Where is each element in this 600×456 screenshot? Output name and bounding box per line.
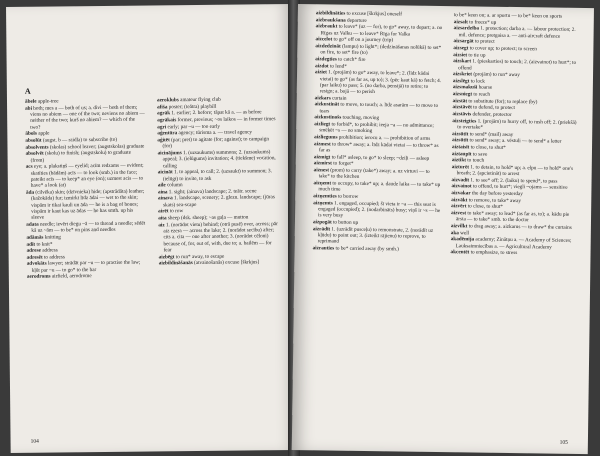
entry-definition: to drag away; a. aizkarus — to draw* the curtains bbox=[468, 223, 572, 231]
entry-headword: abi bbox=[25, 105, 33, 112]
entry-headword: aka bbox=[450, 229, 459, 236]
entry-definition: departure bbox=[347, 17, 367, 24]
entry-headword: akadēmija bbox=[450, 236, 475, 243]
entry-headword: acs bbox=[25, 163, 33, 170]
entry-headword: aizskriet bbox=[452, 71, 473, 78]
entry-definition: 1. (pieskarties) to touch; 2. (aizvainot) to hurt*; to offend bbox=[458, 58, 577, 71]
dictionary-entry bbox=[26, 163, 146, 190]
left-column-b bbox=[157, 96, 279, 267]
entry-definition: 1. (uzrādīt pusceļu) to remonstrate, 2. (norādīt uz kļūdu) to point out; 3. (izteikt rājienu) to reprove, to reprimand bbox=[317, 226, 434, 245]
entry-headword: aizsegt bbox=[453, 45, 469, 52]
entry-definition: to run* away, to escape bbox=[175, 253, 225, 260]
entry-headword: aizņemt bbox=[313, 180, 332, 187]
entry-definition: prohibition; ierocu a. — prohibition of arms bbox=[338, 134, 431, 142]
entry-headword: āda bbox=[25, 189, 35, 196]
entry-headword: aina bbox=[157, 189, 168, 196]
entry-headword: akcentēt bbox=[450, 249, 470, 256]
dictionary-entry bbox=[27, 273, 147, 281]
entry-definition: to knit* bbox=[36, 241, 53, 248]
entry-headword: aicinājums bbox=[157, 149, 182, 157]
entry-headword: afiša bbox=[157, 103, 168, 111]
entry-definition: to move, to touch; a. līdz asarām — to move to tears bbox=[319, 102, 439, 115]
entry-definition: to emphasize, to stress bbox=[470, 249, 518, 257]
entry-definition: both; mes a — both of us; a. divi — both of them; viens no abiem — one of the two; neviens no abiem — neither of the two; kurš no abiem? — which of the two? bbox=[30, 104, 145, 131]
entry-definition: 1. landscape, scenery; 2. glezn. landscape; (jūras skats) sea-scape bbox=[163, 194, 275, 209]
entry-definition: to lock bbox=[470, 78, 485, 85]
entry-headword: aizsmakuši bbox=[452, 84, 478, 91]
entry-headword: aile bbox=[157, 182, 166, 189]
entry-headword: aizsūtīt bbox=[452, 130, 469, 138]
entry-definition: to offend, to hurt*; viegli ~ojams — sensitive bbox=[472, 183, 568, 192]
entry-definition: to touch bbox=[467, 157, 485, 164]
entry-definition: 1. (projām) to go* away, to leave*; 2. (līdz kādai vietai) to go* (as far as, up to); 3. (pēc kaut kā) to fetch; 4. (par laiku) to pass; 5. (no darba, pensijā) to retire; to resign; a. bojā — to perish bbox=[319, 69, 442, 96]
dictionary-entry bbox=[315, 69, 443, 96]
entry-headword: aicināt bbox=[157, 169, 173, 176]
entry-headword: aizvadīt bbox=[451, 176, 470, 184]
entry-headword: aizvākt bbox=[451, 196, 468, 204]
entry-definition: lawyer; strādāt par ~u — to practise the law; kļūt par ~u — to go* to the bar bbox=[31, 260, 141, 274]
entry-definition: to protect bbox=[474, 38, 495, 46]
dictionary-entry bbox=[159, 259, 279, 267]
entry-headword: adata bbox=[26, 221, 39, 228]
entry-headword: aizņemts bbox=[313, 199, 333, 207]
entry-definition: (prom) to carry (take*) away; a. uz virtuvi — to take* to the kitchen bbox=[318, 167, 430, 181]
entry-definition: (skolu) to finish; (augstskolu) to graduate (from) bbox=[30, 149, 132, 164]
entry-definition: agency; tūrisma a. — travel agency bbox=[178, 129, 253, 137]
entry-definition: 1. (norādot vietu) behind; (otrā pusē) over, across; pār aiz ezera — across the lake; 2. (norādot secību) after; cits a. cita — one after another; 3. (norādot cēloni) because of, for, out of, with, due to; a. bailēm — for fear bbox=[163, 220, 278, 254]
entry-headword: aizdot bbox=[315, 62, 329, 69]
entry-headword: aizpogāt bbox=[312, 219, 332, 226]
entry-headword: aizmigt bbox=[313, 153, 331, 161]
entry-headword: aiztaupīt bbox=[451, 150, 472, 157]
entry-definition: needle; ievērt diegu ~ā — to thread a needle; sēdēt kā uz ~ām — to be* on pins and needles bbox=[31, 220, 146, 234]
entry-headword: agrākais bbox=[157, 117, 177, 124]
entry-headword: aizmirst bbox=[313, 160, 332, 167]
entry-definition: apple-tree bbox=[37, 98, 59, 105]
entry-headword: aizvest bbox=[451, 210, 467, 217]
dictionary-entry bbox=[158, 149, 278, 169]
entry-headword: aizcelot bbox=[315, 36, 333, 43]
entry-headword: aizskart bbox=[453, 58, 472, 65]
entry-definition: to borrow bbox=[337, 193, 359, 200]
entry-definition: to leave* (uz — for), to go* away, to depart; a. no Rīgas uz Valku — to leave* Rīga for Valka bbox=[320, 23, 443, 38]
entry-headword: aeroklubs bbox=[156, 97, 179, 104]
entry-definition: to cover up; to protect; to screen bbox=[469, 45, 537, 53]
entry-headword: aita bbox=[158, 215, 167, 222]
dictionary-entry bbox=[27, 260, 147, 274]
entry-definition: 1. to appeal, to call; 2. (uzsaukt) to summon; 3. (ielūgt) to invite, to ask bbox=[162, 168, 272, 182]
entry-definition: to address bbox=[43, 254, 65, 261]
entry-headword: aiz bbox=[158, 222, 165, 229]
entry-headword: aizliegt bbox=[314, 121, 331, 128]
section-letter: A bbox=[24, 86, 31, 96]
entry-headword: aizliegums bbox=[314, 134, 338, 141]
entry-definition: to lend* bbox=[329, 62, 347, 70]
entry-headword: ainava bbox=[158, 195, 173, 202]
entry-headword: aizsardzība bbox=[453, 25, 480, 32]
entry-definition: curtain bbox=[332, 95, 347, 102]
entry-definition: to catch* fire bbox=[338, 56, 366, 63]
entry-headword: ābols bbox=[25, 130, 37, 138]
entry-definition: to fall* asleep, to go* to sleep; ~dziļi — asleep bbox=[331, 154, 430, 162]
dictionary-entry bbox=[313, 245, 441, 253]
entry-definition: early; par ~u — too early bbox=[167, 123, 221, 130]
entry-definition: address bbox=[42, 247, 58, 254]
entry-definition: defender, protector bbox=[472, 111, 512, 119]
right-page bbox=[292, 4, 594, 454]
entry-headword: aerodroms bbox=[26, 273, 51, 281]
left-page bbox=[6, 4, 295, 453]
entry-headword: aizvainot bbox=[451, 183, 472, 190]
entry-headword: adāmās bbox=[26, 234, 44, 241]
entry-definition: 1. (projām) to hurry off, to rush off; 2. (priekšā) to overtake* bbox=[457, 118, 577, 131]
entry-headword: adrese bbox=[26, 247, 41, 254]
entry-definition: to be* carried away (by smth.) bbox=[335, 245, 399, 253]
entry-definition: to save bbox=[472, 151, 488, 158]
entry-definition: (par; pret) to agitate (for; against); to campaign (for) bbox=[162, 136, 269, 150]
entry-headword: absolvēt bbox=[25, 150, 44, 158]
entry-definition: column bbox=[166, 182, 183, 189]
dictionary-entry bbox=[25, 104, 145, 131]
entry-definition: poster; (teātra) playbill bbox=[168, 103, 217, 110]
dictionary-entry bbox=[158, 221, 278, 254]
entry-definition: academy; Zinātņu a. — Academy of Sciences; Lauksaimniecības a. — Agricultural Academy bbox=[455, 236, 572, 251]
entry-definition: to take* away; to lead* (as far as, to); a. kādu pie ārsta — to take* smb. to the doctor bbox=[455, 210, 570, 224]
entry-definition: to forget* bbox=[333, 160, 354, 168]
entry-definition: to occupy, to take* up; a. daudz laika — to take* up much time bbox=[318, 180, 441, 193]
entry-definition: to excuse [škrkjus] oneself bbox=[346, 10, 403, 18]
dictionary-entry bbox=[158, 168, 278, 182]
entry-definition: 1. to detain, to hold* up; a. elpu — to hold* one's breath; 2. (apcietināt) to arrest bbox=[456, 164, 574, 178]
entry-headword: adīt bbox=[26, 241, 36, 248]
entry-headword: aizbildināšanās bbox=[158, 260, 193, 267]
entry-headword: aizvērt bbox=[451, 203, 467, 210]
entry-headword: aizbildināties bbox=[315, 10, 346, 17]
entry-definition: 1. engaged, occupied; šī vieta ir ~a — this seat is engaged (occupied); 2. (nodarbināts) busy; viņš ir ~s — he is very busy bbox=[318, 200, 441, 219]
entry-definition: (augst. b — raidla) to subscribe (to) bbox=[42, 136, 118, 144]
entry-definition: (cilvēka) skin; (dzīvnieka) hide; (apstrādāta) leather; (kažokāda) fur; izmirkt līdz ādai — wet to the skin; vispām ir tikai kauli un āda — he is a bag of bones; vispām ir kaut kas uz ādas — he has smth. up his sleeve bbox=[30, 188, 145, 221]
entry-headword: aizsargāt bbox=[453, 38, 474, 45]
entry-headword: aizsiet bbox=[453, 51, 468, 58]
entry-definition: 1. protection; darba a. — labour protection; 2. mil. defence; pretgaisa a. — anti-aircraft defence bbox=[458, 25, 576, 40]
entry-headword: aizturēt bbox=[451, 164, 470, 171]
entry-headword: aizrādīt bbox=[312, 225, 331, 233]
entry-headword: aizstāvis bbox=[452, 111, 472, 118]
entry-headword: advokāts bbox=[26, 261, 47, 268]
entry-definition: (projām) to run* away bbox=[473, 71, 520, 79]
entry-headword: aģitēt bbox=[157, 137, 170, 144]
entry-headword: absolūt bbox=[25, 137, 42, 144]
entry-definition: apple bbox=[38, 130, 50, 137]
entry-definition: to be* keen on; a. ar sportu — to be* keen on sports bbox=[453, 12, 563, 20]
entry-definition: to throw* away; a. līdz kādai vietai — to throw* as far as bbox=[318, 141, 439, 154]
entry-headword: aizkars bbox=[314, 95, 331, 102]
entry-headword: aizstāt bbox=[452, 97, 468, 105]
entry-headword: absolvents bbox=[25, 144, 49, 151]
page-number-right: 105 bbox=[559, 439, 568, 446]
dictionary-entry bbox=[313, 200, 441, 221]
entry-headword: aizmest bbox=[314, 140, 331, 148]
entry-definition: hoarse bbox=[478, 84, 493, 92]
entry-definition: to row bbox=[169, 208, 184, 215]
entry-headword: aizbēgt bbox=[158, 253, 175, 261]
entry-headword: aizstāvēt bbox=[452, 104, 472, 111]
entry-definition: 1. earlier; 2. before; tāpat kā a. — as before bbox=[171, 109, 262, 117]
dictionary-entry bbox=[158, 195, 278, 209]
entry-headword: aizdedzināt bbox=[315, 43, 341, 50]
entry-definition: well bbox=[460, 229, 470, 237]
entry-headword: aizbraukšana bbox=[315, 16, 346, 24]
entry-definition: touching, moving bbox=[342, 115, 380, 122]
entry-headword: aizkustināt bbox=[314, 101, 340, 109]
entry-definition: to substitute (for); to replace (by) bbox=[468, 98, 538, 106]
entry-definition: airfield, aerodrome bbox=[51, 273, 92, 280]
entry-definition: the day before yesterday bbox=[471, 190, 523, 198]
entry-definition: to close, to shut* bbox=[470, 144, 506, 151]
entry-headword: aizsteigties bbox=[452, 117, 477, 125]
entry-headword: aizņemties bbox=[313, 193, 337, 200]
entry-definition: 1. to see* off; 2. (laiku) to spend*, to pass bbox=[470, 177, 558, 185]
entry-definition: amateur flying club bbox=[180, 96, 221, 104]
entry-definition: to reach bbox=[473, 91, 490, 98]
entry-headword: aiziet bbox=[315, 69, 327, 76]
entry-definition: (atvainošanās) excuse [škrkjus] bbox=[194, 259, 260, 267]
entry-headword: aizkustinošs bbox=[314, 114, 342, 122]
entry-definition: to freeze* up bbox=[469, 19, 497, 26]
entry-headword: adresēt bbox=[26, 254, 43, 261]
entry-headword: ābele bbox=[24, 98, 37, 105]
entry-definition: to close, to shut* bbox=[467, 203, 503, 211]
entry-headword: aizsalt bbox=[453, 18, 468, 26]
entry-headword: aģentūra bbox=[157, 130, 178, 137]
entry-headword: agrāk bbox=[157, 110, 171, 117]
entry-definition: to defend, to protect bbox=[473, 104, 515, 112]
right-column-b bbox=[450, 12, 581, 258]
entry-definition: knitting bbox=[44, 234, 61, 241]
entry-headword: aizslēgt bbox=[452, 77, 470, 85]
dictionary-entry bbox=[26, 150, 146, 164]
entry-headword: aiztikt bbox=[451, 157, 466, 164]
dictionary-entry bbox=[26, 188, 146, 221]
entry-definition: eye; a. plakstiņš — eyelid; acīm redzams — evident; skatīties (bādām) acīs — to look (smb.) in the face; pateikt acīs — to keep* an eye (on); uzmest acis — to have* a look (at) bbox=[30, 162, 144, 189]
entry-headword: aizsniegt bbox=[452, 91, 473, 98]
entry-headword: aiznest bbox=[313, 167, 330, 174]
dictionary-entry bbox=[450, 249, 578, 257]
entry-headword: airēt bbox=[158, 208, 169, 215]
entry-headword: aizvakar bbox=[451, 190, 471, 197]
left-column-a bbox=[25, 98, 147, 281]
entry-headword: agri bbox=[157, 123, 167, 130]
entry-headword: aizbraukt bbox=[315, 23, 338, 30]
entry-definition: sheep (dsk. sheep); ~as gaļa — mutton bbox=[167, 214, 249, 222]
entry-definition: (skolas) school leaver; (augstskolas) graduate bbox=[49, 143, 145, 151]
entry-definition: to send* (mail) away bbox=[469, 131, 514, 138]
entry-headword: aizsūtīt bbox=[452, 137, 469, 144]
entry-definition: 1. (uzsaukums) summons; 2. (uzsaukums) appeal; 3. (ielūgums) invitation; 4. (tiekšme) vocation, calling bbox=[162, 149, 276, 169]
entry-definition: to button up bbox=[332, 219, 359, 226]
entry-definition: to go* off on a journey (trip) bbox=[333, 36, 394, 44]
dictionary-entry bbox=[313, 226, 441, 247]
entry-definition: to remove, to take* away bbox=[468, 197, 522, 204]
entry-headword: aiztaisīt bbox=[451, 144, 470, 151]
entry-definition: to forbid*, to prohibit; ieeja ~a — no admittance; smēķēt ~s — no smoking bbox=[319, 121, 434, 135]
entry-headword: aizrauties bbox=[312, 245, 335, 252]
entry-definition: to send* away; a. vēstuli — to send* a letter bbox=[469, 137, 562, 145]
entry-definition: former, previous; ~os laikos — in former times bbox=[177, 116, 276, 124]
entry-definition: (lampu) to light*; (dedzināšanas nolūkā) to set* on fire, to set* fire (to) bbox=[320, 43, 442, 57]
entry-definition: 1. sight; (ainava) landscape; 2. teātr. scene bbox=[168, 188, 257, 196]
entry-headword: aizvilkt bbox=[450, 223, 468, 230]
entry-headword: aizdegties bbox=[315, 56, 337, 63]
entry-definition: to tie up bbox=[468, 51, 486, 59]
dictionary-entry bbox=[26, 220, 146, 234]
page-number-left: 104 bbox=[30, 438, 39, 445]
dictionary-entry bbox=[157, 136, 277, 150]
right-column-a bbox=[313, 10, 444, 253]
